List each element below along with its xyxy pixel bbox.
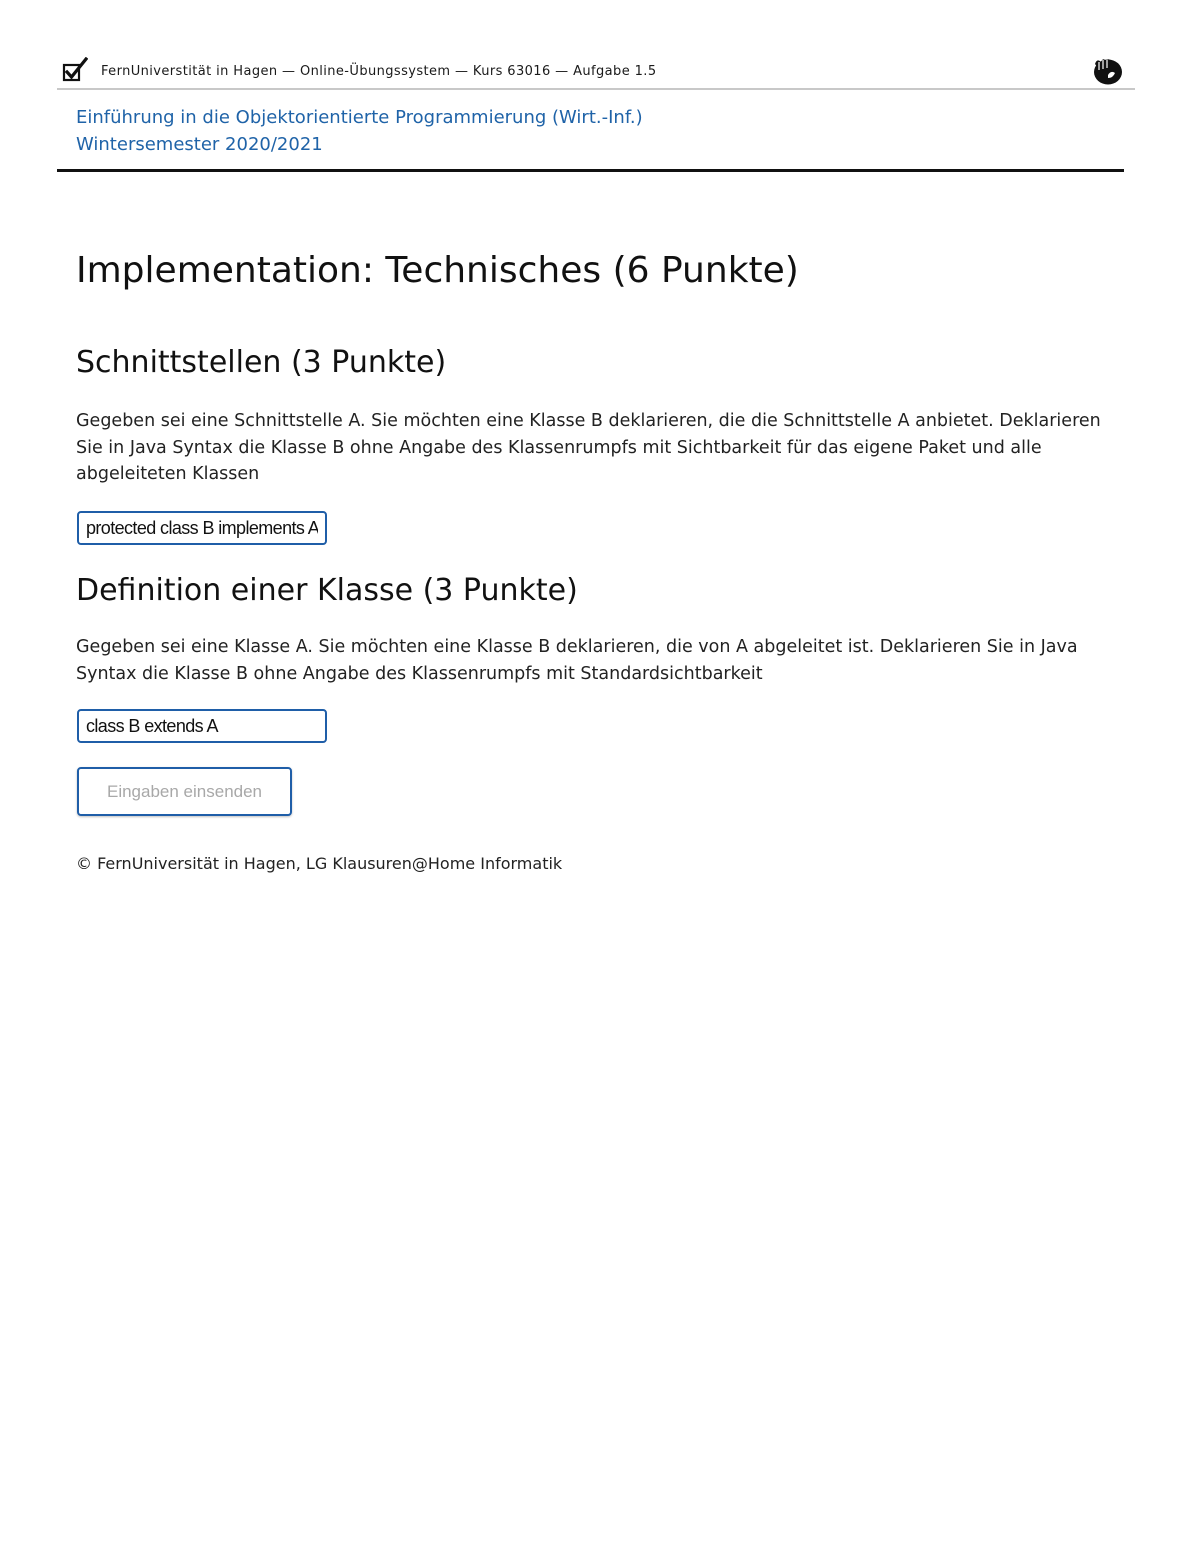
course-title: Einführung in die Objektorientierte Programmierung (Wirt.-Inf.) [76, 107, 643, 128]
course-semester: Wintersemester 2020/2021 [76, 134, 323, 155]
top-bar [57, 56, 1135, 90]
footer-copyright: © FernUniversität in Hagen, LG Klausuren@Home Informatik [76, 854, 563, 873]
question-1-answer-input[interactable] [77, 511, 327, 545]
question-2-text: Gegeben sei eine Klasse A. Sie möchten eine Klasse B deklarieren, die von A abgeleitet ist. Deklarieren Sie in Java Syntax die Klasse B ohne Angabe des Klassenrumpfs mit Standardsichtbarkeit [76, 637, 1078, 684]
question-1-title: Schnittstellen (3 Punkte) [76, 345, 447, 380]
header-divider [57, 169, 1124, 172]
checkbox-checked-icon [62, 57, 88, 83]
question-2-title: Definition einer Klasse (3 Punkte) [76, 573, 578, 608]
university-logo-icon [1091, 56, 1125, 86]
submit-button[interactable]: Eingaben einsenden [77, 767, 292, 816]
course-info [76, 104, 643, 158]
page-title: Implementation: Technisches (6 Punkte) [76, 250, 799, 291]
question-1-text: Gegeben sei eine Schnittstelle A. Sie möchten eine Klasse B deklarieren, die die Schnittstelle A anbietet. Deklarieren Sie in Java Syntax die Klasse B ohne Angabe des Klassenrumpfs mit Sichtbarkeit für das eigene Paket und alle abgeleiteten Klassen [76, 411, 1101, 484]
breadcrumb: FernUniverstität in Hagen — Online-Übungssystem — Kurs 63016 — Aufgabe 1.5 [101, 64, 657, 79]
question-2-answer-input[interactable] [77, 709, 327, 743]
